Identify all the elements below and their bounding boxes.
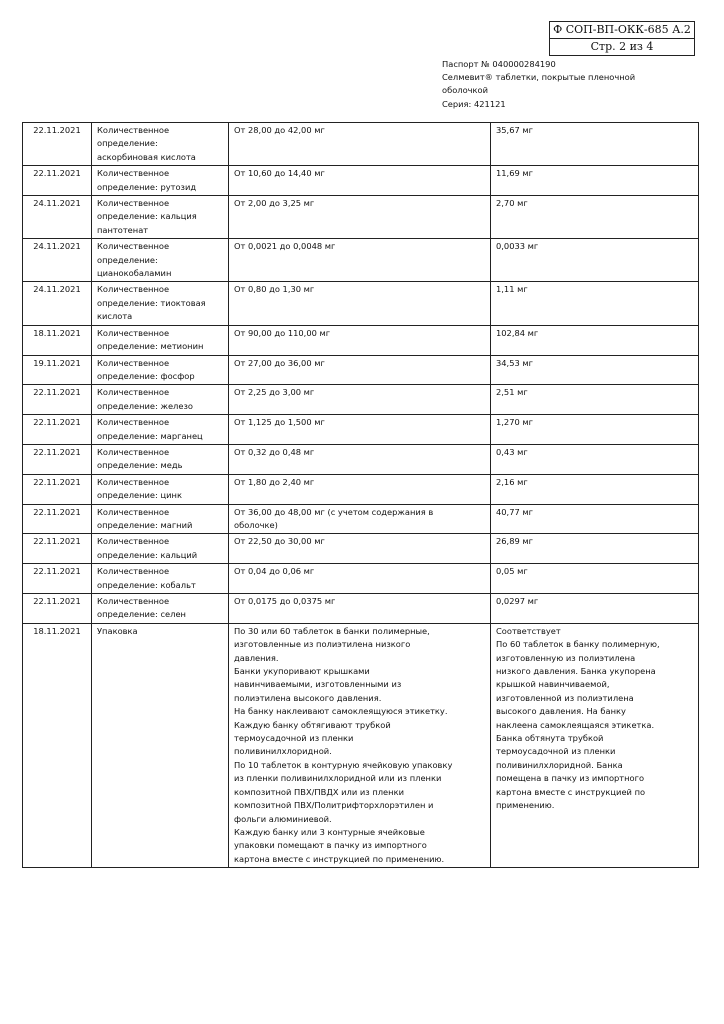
test-name-cell: Количественное определение: кобальт: [92, 564, 229, 594]
product-name-line1: Селмевит® таблетки, покрытые пленочной: [442, 72, 636, 83]
result-cell: 40,77 мг: [491, 504, 699, 534]
result-cell: 1,270 мг: [491, 415, 699, 445]
test-name-cell: Количественное определение: селен: [92, 594, 229, 624]
norm-cell: От 22,50 до 30,00 мг: [229, 534, 491, 564]
test-date-cell: 22.11.2021: [23, 385, 92, 415]
test-date-cell: 22.11.2021: [23, 415, 92, 445]
series-number: Серия: 421121: [442, 98, 506, 109]
norm-cell: От 2,25 до 3,00 мг: [229, 385, 491, 415]
norm-cell: От 0,32 до 0,48 мг: [229, 444, 491, 474]
table-row: [23, 534, 699, 564]
test-name-cell: Количественное определение: кальций: [92, 534, 229, 564]
test-date-cell: 22.11.2021: [23, 166, 92, 196]
table-row: [23, 385, 699, 415]
test-date-cell: 18.11.2021: [23, 325, 92, 355]
table-row: [23, 282, 699, 325]
result-cell: 34,53 мг: [491, 355, 699, 385]
test-name-cell: Количественное определение: фосфор: [92, 355, 229, 385]
norm-cell: От 0,0021 до 0,0048 мг: [229, 239, 491, 282]
page-number: Стр. 2 из 4: [550, 38, 694, 55]
result-cell: 2,70 мг: [491, 196, 699, 239]
form-code: Ф СОП-ВП-ОКК-685 А.2: [553, 23, 691, 36]
test-date-cell: 22.11.2021: [23, 564, 92, 594]
table-row: [23, 415, 699, 445]
table-row: [23, 444, 699, 474]
table-row: [23, 564, 699, 594]
table-row: [23, 474, 699, 504]
passport-header: [442, 58, 702, 111]
test-name-cell: Количественное определение: тиоктовая кислота: [92, 282, 229, 325]
test-date-cell: 22.11.2021: [23, 534, 92, 564]
table-row: [23, 166, 699, 196]
test-name-cell: Количественное определение: рутозид: [92, 166, 229, 196]
norm-cell: От 0,04 до 0,06 мг: [229, 564, 491, 594]
result-cell: 1,11 мг: [491, 282, 699, 325]
test-date-cell: 18.11.2021: [23, 623, 92, 867]
result-cell: 0,05 мг: [491, 564, 699, 594]
test-date-cell: 22.11.2021: [23, 504, 92, 534]
norm-cell: От 0,80 до 1,30 мг: [229, 282, 491, 325]
test-name-cell: Количественное определение: аскорбиновая кислота: [92, 123, 229, 166]
test-name-cell: Упаковка: [92, 623, 229, 867]
table-row: [23, 325, 699, 355]
product-name-line2: оболочкой: [442, 85, 489, 96]
table-row: [23, 504, 699, 534]
test-date-cell: 19.11.2021: [23, 355, 92, 385]
test-name-cell: Количественное определение: железо: [92, 385, 229, 415]
norm-cell: От 2,00 до 3,25 мг: [229, 196, 491, 239]
test-name-cell: Количественное определение: кальция пантотенат: [92, 196, 229, 239]
test-name-cell: Количественное определение: медь: [92, 444, 229, 474]
test-date-cell: 24.11.2021: [23, 239, 92, 282]
table-row: [23, 123, 699, 166]
test-name-cell: Количественное определение: цинк: [92, 474, 229, 504]
test-date-cell: 22.11.2021: [23, 594, 92, 624]
test-name-cell: Количественное определение: цианокобаламин: [92, 239, 229, 282]
norm-cell: От 28,00 до 42,00 мг: [229, 123, 491, 166]
norm-cell: От 10,60 до 14,40 мг: [229, 166, 491, 196]
test-date-cell: 24.11.2021: [23, 282, 92, 325]
table-row: [23, 623, 699, 867]
norm-cell: По 30 или 60 таблеток в банки полимерные, изготовленные из полиэтилена низкого давления. Банки укупоривают крышками навинчиваемыми, изготовленными из полиэтилена высокого давления. На банку наклеивают самоклеящуюся этикетку. Каждую банку обтягивают трубкой термоусадочной из пленки поливинилхлоридной. По 10 таблеток в контурную ячейковую упаковку из пленки поливинилхлоридной или из пленки композитной ПВХ/ПВДХ или из пленки композитной ПВХ/Политрифторхлорэтилен и фольги алюминиевой. Каждую банку или 3 контурные ячейковые упаковки помещают в пачку из импортного картона вместе с инструкцией по применению.: [229, 623, 491, 867]
table-row: [23, 239, 699, 282]
test-name-cell: Количественное определение: метионин: [92, 325, 229, 355]
norm-cell: От 90,00 до 110,00 мг: [229, 325, 491, 355]
document-code-box: [549, 21, 695, 56]
norm-cell: От 1,80 до 2,40 мг: [229, 474, 491, 504]
test-name-cell: Количественное определение: марганец: [92, 415, 229, 445]
test-date-cell: 22.11.2021: [23, 123, 92, 166]
result-cell: 0,0297 мг: [491, 594, 699, 624]
result-cell: 0,43 мг: [491, 444, 699, 474]
result-cell: 0,0033 мг: [491, 239, 699, 282]
results-table-body: [23, 123, 699, 868]
test-date-cell: 24.11.2021: [23, 196, 92, 239]
norm-cell: От 0,0175 до 0,0375 мг: [229, 594, 491, 624]
norm-cell: От 27,00 до 36,00 мг: [229, 355, 491, 385]
test-date-cell: 22.11.2021: [23, 444, 92, 474]
table-row: [23, 355, 699, 385]
result-cell: 26,89 мг: [491, 534, 699, 564]
test-date-cell: 22.11.2021: [23, 474, 92, 504]
passport-number: Паспорт № 040000284190: [442, 59, 556, 69]
table-row: [23, 196, 699, 239]
result-cell: 35,67 мг: [491, 123, 699, 166]
result-cell: 2,16 мг: [491, 474, 699, 504]
results-table: [22, 122, 699, 868]
test-name-cell: Количественное определение: магний: [92, 504, 229, 534]
result-cell: 102,84 мг: [491, 325, 699, 355]
norm-cell: От 1,125 до 1,500 мг: [229, 415, 491, 445]
result-cell: 11,69 мг: [491, 166, 699, 196]
result-cell: Соответствует По 60 таблеток в банку полимерную, изготовленную из полиэтилена низкого давления. Банка укупорена крышкой навинчиваемой, изготовленной из полиэтилена высокого давления. На банку наклеена самоклеящаяся этикетка. Банка обтянута трубкой термоусадочной из пленки поливинилхлоридной. Банка помещена в пачку из импортного картона вместе с инструкцией по применению.: [491, 623, 699, 867]
norm-cell: От 36,00 до 48,00 мг (с учетом содержания в оболочке): [229, 504, 491, 534]
result-cell: 2,51 мг: [491, 385, 699, 415]
table-row: [23, 594, 699, 624]
